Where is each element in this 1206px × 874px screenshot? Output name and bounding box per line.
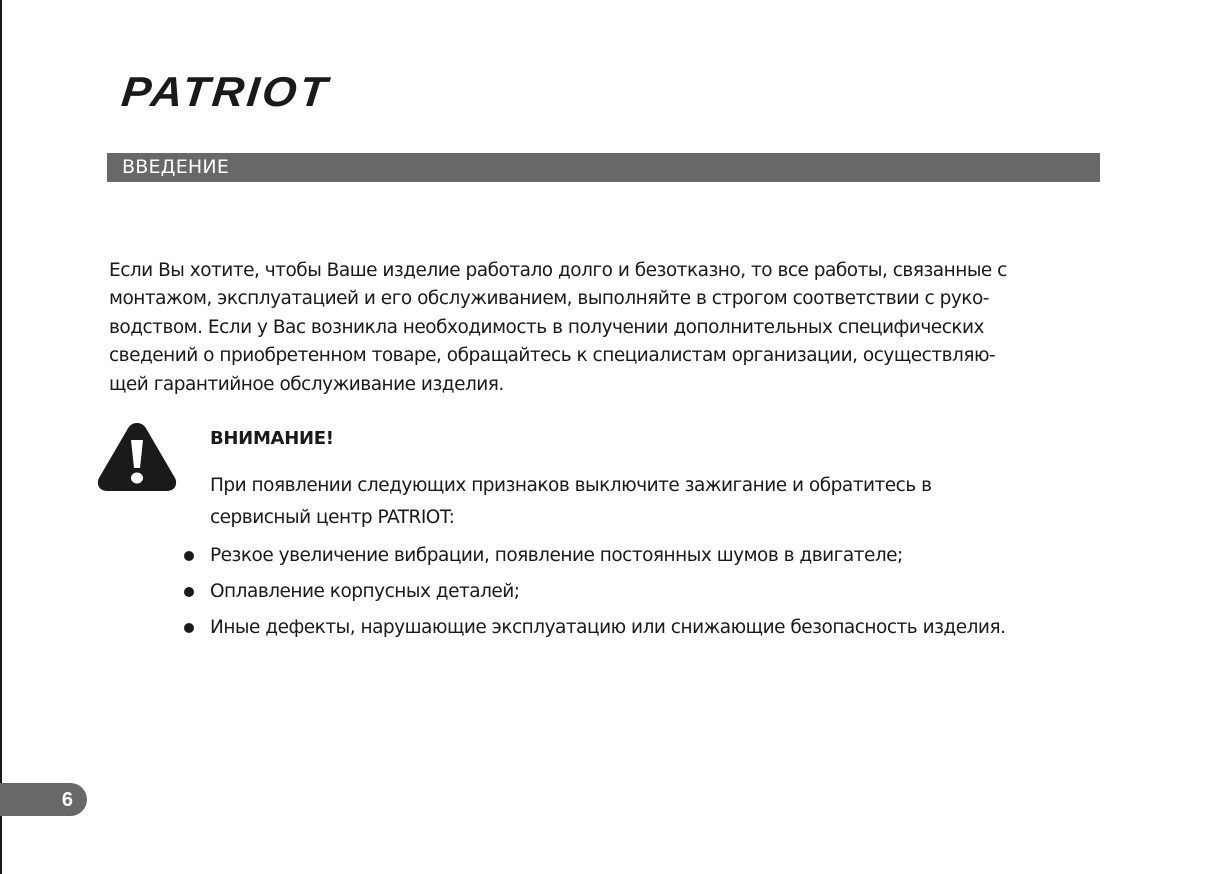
warning-bullet-list [184,540,1144,648]
list-item [184,576,1144,612]
intro-paragraph [109,257,1109,399]
section-header-bar [107,153,1100,182]
list-item [184,540,1144,576]
warning-line: сервисный центр PATRIOT: [210,506,455,528]
warning-line: При появлении следующих признаков выключите зажигание и обратитесь в [210,475,932,496]
warning-text [210,470,932,533]
bullet-icon [184,587,194,597]
bullet-icon [184,623,194,633]
list-item-text: Иные дефекты, нарушающие эксплуатацию или снижающие безопасность изделия. [210,617,1006,638]
intro-line: Если Вы хотите, чтобы Ваше изделие работало долго и безотказно, то все работы, связанные с [109,260,1007,281]
page-edge-rule [0,0,2,874]
intro-line: монтажом, эксплуатацией и его обслуживанием, выполняйте в строгом соответствии с руко- [109,288,989,310]
warning-heading: ВНИМАНИЕ! [210,428,334,449]
intro-line: щей гарантийное обслуживание изделия. [109,373,504,395]
section-title: ВВЕДЕНИЕ [122,156,230,178]
page-number-tab [0,783,87,816]
list-item-text: Оплавление корпусных деталей; [210,581,520,602]
list-item [184,612,1144,648]
brand-logo: PATRIOT [119,69,332,116]
list-item-text: Резкое увеличение вибрации, появление постоянных шумов в двигателе; [210,545,903,566]
intro-line: водством. Если у Вас возникла необходимость в получении дополнительных специфических [109,316,985,338]
bullet-icon [184,551,194,561]
intro-line: сведений о приобретенном товаре, обращайтесь к специалистам организации, осуществляю- [109,345,996,367]
warning-triangle-icon [96,420,178,494]
page-number: 6 [61,789,73,811]
